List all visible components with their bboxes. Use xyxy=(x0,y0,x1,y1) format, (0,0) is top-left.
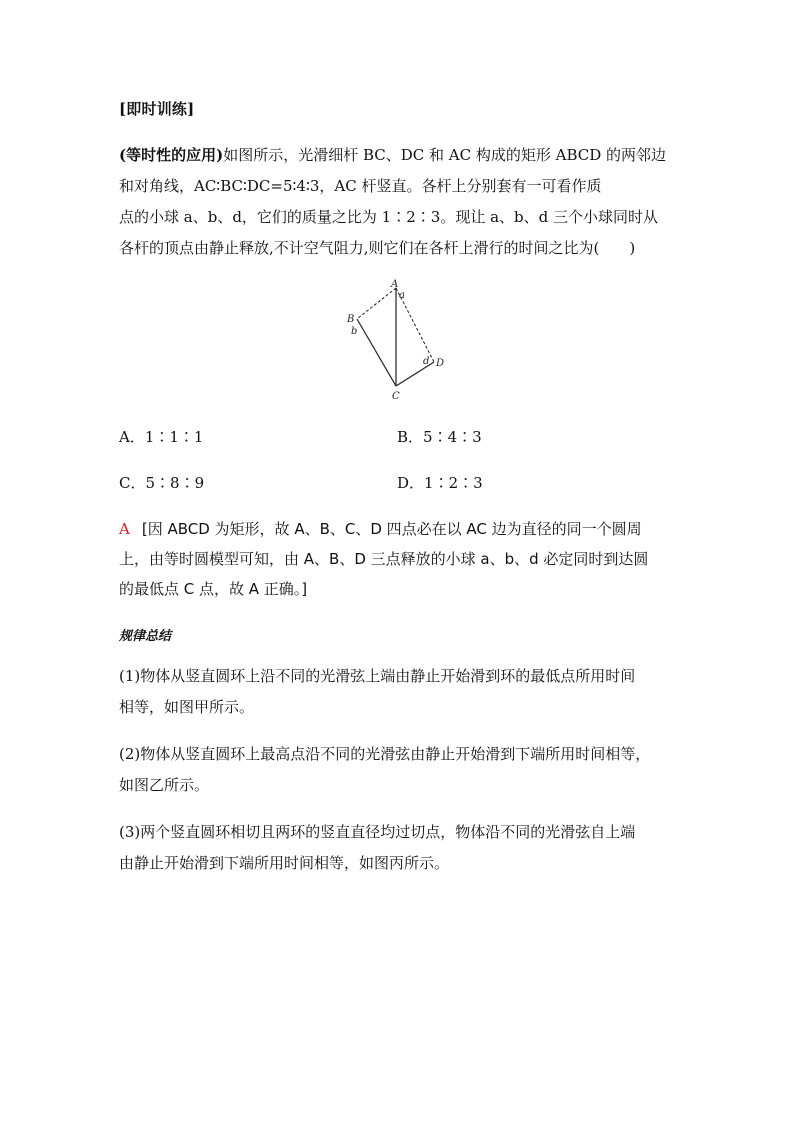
problem-tag: (等时性的应用) xyxy=(119,146,224,164)
answer-line-3: 的最低点 C 点，故 A 正确。] xyxy=(119,580,308,598)
rule-2-line-1: (2)物体从竖直圆环上最高点沿不同的光滑弦由静止开始滑到下端所用时间相等， xyxy=(119,745,651,763)
problem-statement xyxy=(119,140,679,264)
rule-2-line-2: 如图乙所示。 xyxy=(119,776,210,794)
label-ball-a: a xyxy=(399,290,405,301)
problem-line-3: 点的小球 a、b、d，它们的质量之比为 1∶2∶3。现让 a、b、d 三个小球同时从 xyxy=(119,208,658,226)
option-d[interactable]: D．1∶2∶3 xyxy=(397,474,483,492)
problem-line-4: 各杆的顶点由静止释放,不计空气阻力,则它们在各杆上滑行的时间之比为( ) xyxy=(119,239,636,257)
rule-item-1 xyxy=(119,661,689,723)
section-heading: [即时训练] xyxy=(119,100,195,118)
label-point-d: D xyxy=(436,358,445,369)
summary-title: 规律总结 xyxy=(119,629,172,644)
problem-line-1-text: 如图所示，光滑细杆 BC、DC 和 AC 构成的矩形 ABCD 的两邻边 xyxy=(223,146,667,164)
answer-letter: A xyxy=(119,520,130,538)
option-b[interactable]: B．5∶4∶3 xyxy=(397,428,482,446)
problem-line-1 xyxy=(119,140,679,171)
label-point-a: A xyxy=(391,279,399,290)
rod-bc xyxy=(357,319,396,386)
label-point-b: B xyxy=(347,314,355,325)
answer-line-2: 上，由等时圆模型可知，由 A、B、D 三点释放的小球 a、b、d 必定同时到达圆 xyxy=(119,550,649,568)
figure-svg xyxy=(330,278,470,408)
answer-explanation xyxy=(119,514,689,604)
rule-1-line-1: (1)物体从竖直圆环上沿不同的光滑弦上端由静止开始滑到环的最低点所用时间 xyxy=(119,667,636,685)
option-a[interactable]: A．1∶1∶1 xyxy=(119,428,204,446)
problem-line-2: 和对角线，AC∶BC∶DC=5∶4∶3，AC 杆竖直。各杆上分别套有一可看作质 xyxy=(119,177,602,195)
label-point-c: C xyxy=(392,391,400,402)
rules-list xyxy=(119,661,689,895)
rectangle-rods-figure xyxy=(330,278,470,408)
edge-ab-dashed xyxy=(357,288,396,319)
answer-line-1 xyxy=(119,514,689,544)
option-c[interactable]: C．5∶8∶9 xyxy=(119,474,205,492)
rule-1-line-2: 相等，如图甲所示。 xyxy=(119,698,255,716)
rule-item-3 xyxy=(119,817,689,879)
label-ball-b: b xyxy=(351,326,358,337)
rule-3-line-2: 由静止开始滑到下端所用时间相等，如图丙所示。 xyxy=(119,854,450,872)
label-ball-d: d xyxy=(423,356,430,367)
rule-3-line-1: (3)两个竖直圆环相切且两环的竖直直径均过切点，物体沿不同的光滑弦自上端 xyxy=(119,823,636,841)
rule-item-2 xyxy=(119,739,689,801)
answer-line-1-text: [因 ABCD 为矩形，故 A、B、C、D 四点必在以 AC 边为直径的同一个圆周 xyxy=(141,520,642,538)
